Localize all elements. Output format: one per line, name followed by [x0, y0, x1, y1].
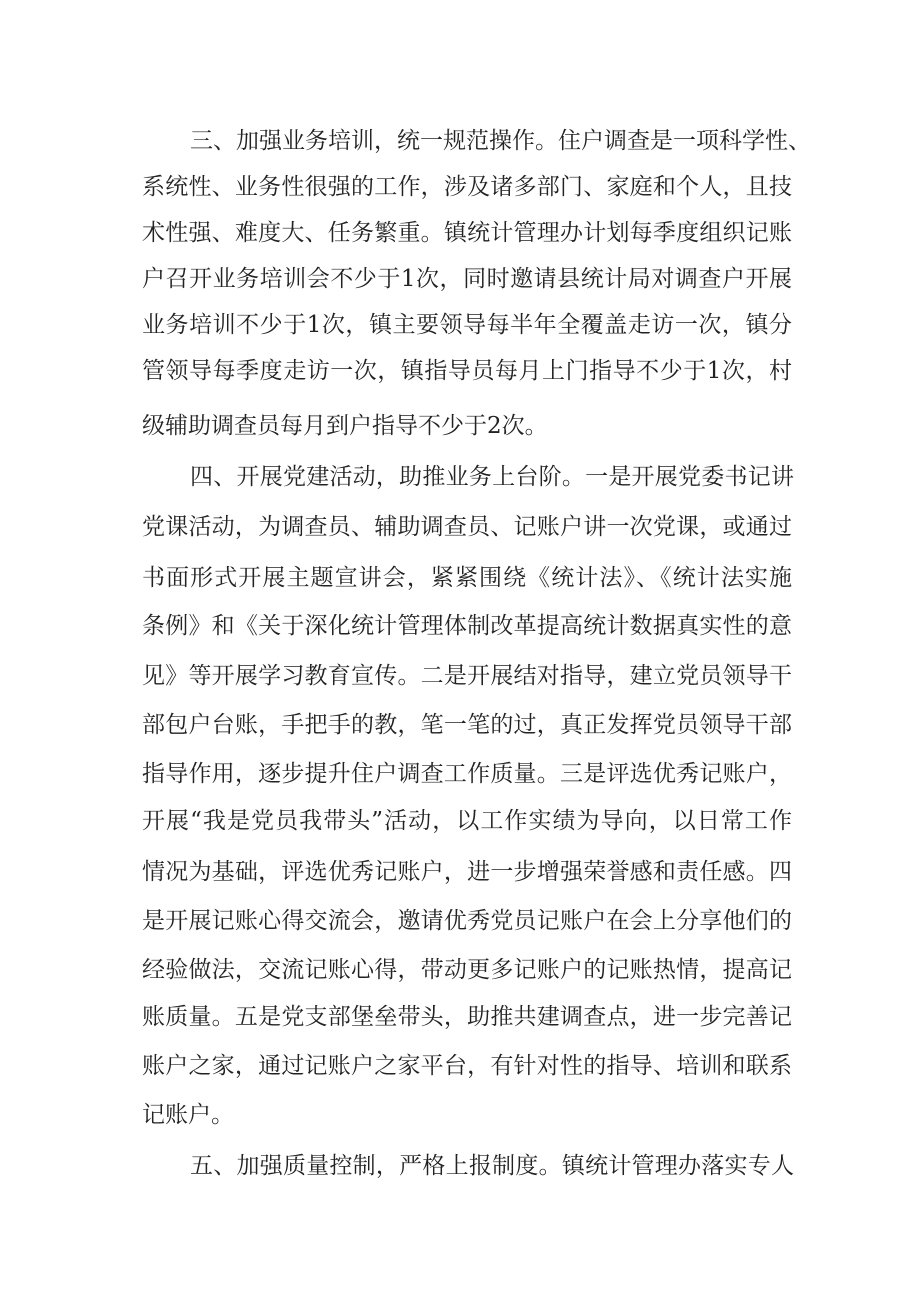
para2-line10: 是开展记账心得交流会，邀请优秀党员记账户在会上分享他们的	[142, 908, 792, 934]
para1-line5: 业务培训不少于1次，镇主要领导每半年全覆盖走访一次，镇分	[142, 312, 792, 338]
para1-line4: 户召开业务培训会不少于1次，同时邀请县统计局对调查户开展	[142, 266, 792, 292]
para2-line11: 经验做法，交流记账心得，带动更多记账户的记账热情，提高记	[142, 957, 792, 983]
para2-line4: 条例》和《关于深化统计管理体制改革提高统计数据真实性的意	[142, 613, 792, 639]
para1-line7: 级辅助调查员每月到户指导不少于2次。	[142, 413, 548, 439]
para2-line3: 书面形式开展主题宣讲会，紧紧围绕《统计法》、《统计法实施	[142, 565, 792, 591]
para2-line9: 情况为基础，评选优秀记账户，进一步增强荣誉感和责任感。四	[142, 859, 792, 885]
para2-line8: 开展“我是党员我带头”活动，以工作实绩为导向，以日常工作	[142, 808, 792, 834]
para2-line1: 四、开展党建活动，助推业务上台阶。一是开展党委书记讲	[190, 464, 794, 490]
para2-line2: 党课活动，为调查员、辅助调查员、记账户讲一次党课，或通过	[142, 514, 792, 540]
para1-line6: 管领导每季度走访一次，镇指导员每月上门指导不少于1次，村	[142, 358, 792, 384]
para2-line14: 记账户。	[142, 1102, 234, 1128]
para1-line1: 三、加强业务培训，统一规范操作。住户调查是一项科学性、	[190, 128, 811, 154]
para2-line7: 指导作用，逐步提升住户调查工作质量。三是评选优秀记账户，	[142, 761, 792, 787]
para3-line1: 五、加强质量控制，严格上报制度。镇统计管理办落实专人	[190, 1153, 794, 1179]
para2-line6: 部包户台账，手把手的教，笔一笔的过，真正发挥党员领导干部	[142, 712, 792, 738]
para2-line5: 见》等开展学习教育宣传。二是开展结对指导，建立党员领导干	[142, 663, 792, 689]
para1-line2: 系统性、业务性很强的工作，涉及诸多部门、家庭和个人，且技	[142, 174, 792, 200]
para1-line3: 术性强、难度大、任务繁重。镇统计管理办计划每季度组织记账	[142, 220, 792, 246]
para2-line12: 账质量。五是党支部堡垒带头，助推共建调查点，进一步完善记	[142, 1004, 792, 1030]
para2-line13: 账户之家，通过记账户之家平台，有针对性的指导、培训和联系	[142, 1053, 792, 1079]
